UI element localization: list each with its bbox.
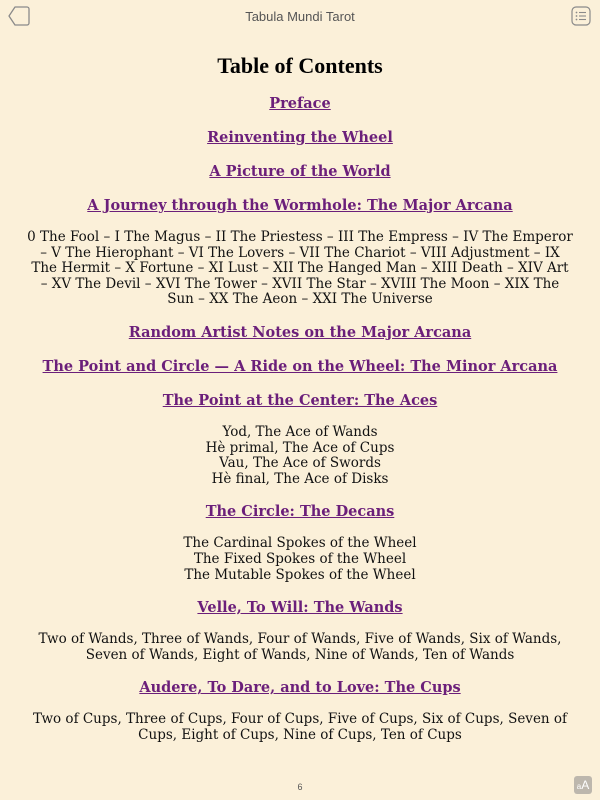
major-arcana-list: 0 The Fool – I The Magus – II The Priestess – III The Empress – IV The Emperor – V The Hierophant – VI The Lovers – VII The Chariot – VIII Adjustment – IX The Hermit – X Fortune – XI Lust – XII The Hanged Man – XIII Death – XIV Art – XV The Devil – XVI The Tower – XVII The Star – XVIII The Moon – XIX The Sun – XX The Aeon – XXI The Universe [27, 229, 573, 308]
cups-list: Two of Cups, Three of Cups, Four of Cups, Five of Cups, Six of Cups, Seven of Cups, Eight of Cups, Nine of Cups, Ten of Cups [32, 711, 568, 743]
list-item: The Cardinal Spokes of the Wheel [183, 535, 417, 552]
table-of-contents-icon[interactable] [571, 6, 591, 26]
toc-link-cups[interactable]: Audere, To Dare, and to Love: The Cups [139, 679, 461, 697]
font-settings-button[interactable]: aA [574, 776, 592, 794]
font-size-icon: A [581, 778, 590, 792]
toc-link-random-artist-notes[interactable]: Random Artist Notes on the Major Arcana [128, 323, 472, 341]
toc-link-major-arcana-journey[interactable]: A Journey through the Wormhole: The Major Arcana [87, 197, 513, 214]
list-item: Yod, The Ace of Wands [222, 423, 378, 440]
toc-link-preface[interactable]: Preface [269, 95, 331, 112]
list-item: Hè primal, The Ace of Cups [205, 439, 395, 456]
toc-content [26, 52, 574, 759]
page-title: Table of Contents [217, 53, 383, 78]
list-item: The Fixed Spokes of the Wheel [193, 550, 407, 567]
aces-list [26, 425, 574, 487]
page-number: 6 [297, 782, 303, 792]
toc-link-point-and-circle[interactable]: The Point and Circle — A Ride on the Wheel: The Minor Arcana [42, 357, 558, 375]
decans-list [26, 536, 574, 583]
toc-link-wands[interactable]: Velle, To Will: The Wands [197, 599, 403, 617]
toc-link-circle-decans[interactable]: The Circle: The Decans [205, 503, 395, 521]
toc-link-picture-of-the-world[interactable]: A Picture of the World [209, 163, 391, 180]
list-item: Vau, The Ace of Swords [219, 455, 381, 472]
list-item: The Mutable Spokes of the Wheel [184, 566, 416, 583]
toc-link-reinventing-the-wheel[interactable]: Reinventing the Wheel [207, 129, 393, 146]
top-toolbar [0, 0, 600, 34]
wands-list: Two of Wands, Three of Wands, Four of Wands, Five of Wands, Six of Wands, Seven of Wands, Eight of Wands, Nine of Wands, Ten of Wands [38, 631, 562, 663]
book-title: Tabula Mundi Tarot [245, 9, 355, 24]
list-item: Hè final, The Ace of Disks [211, 470, 389, 487]
toc-link-point-at-center-aces[interactable]: The Point at the Center: The Aces [162, 391, 438, 409]
